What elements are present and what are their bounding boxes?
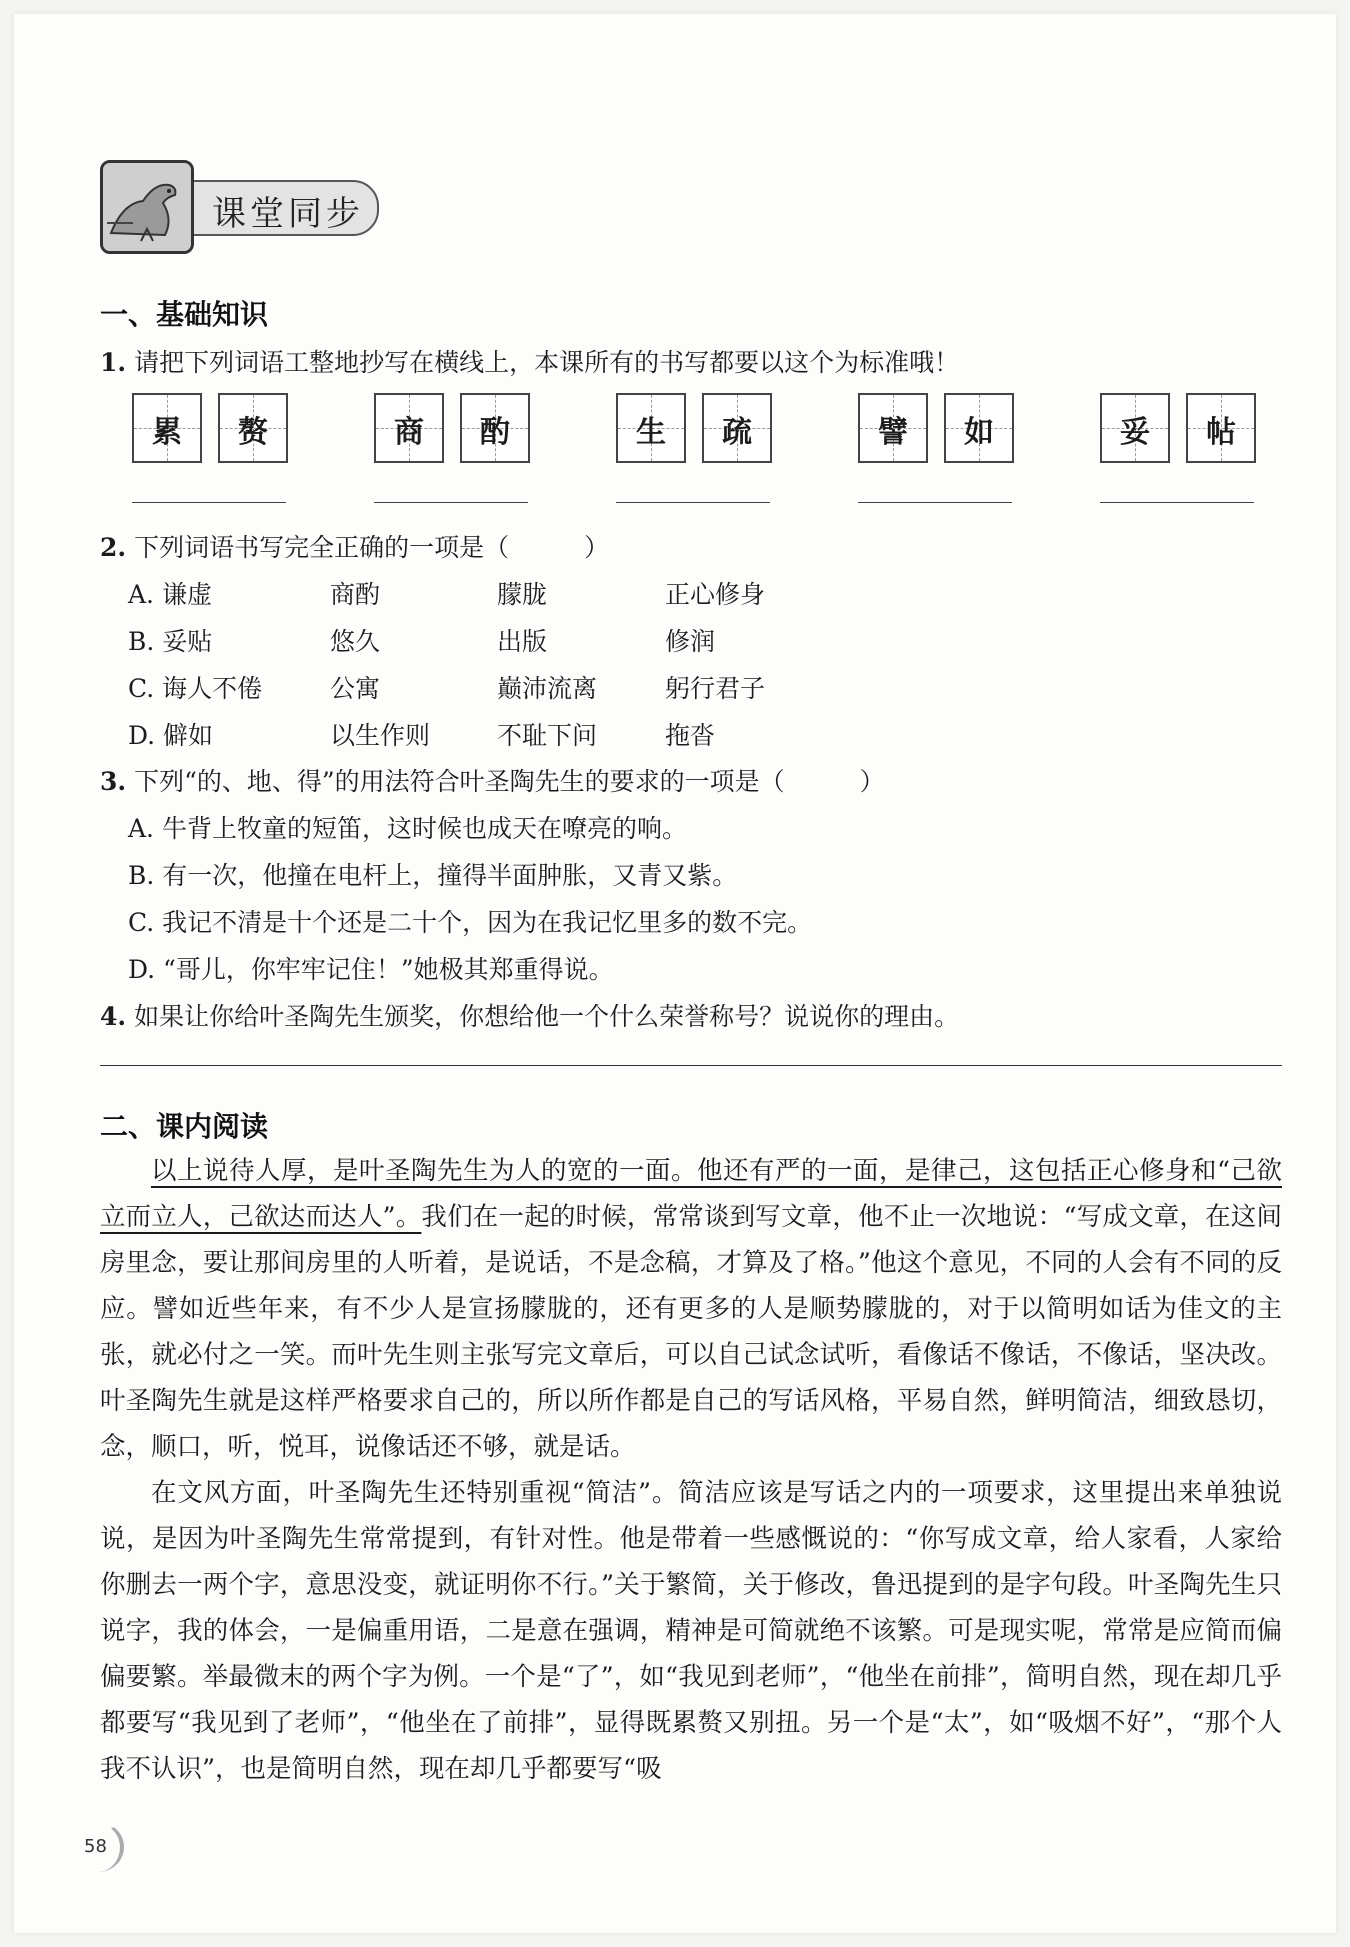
q2-option-d-word4: 拖沓 [665, 721, 716, 750]
copy-char-box: 如 [944, 393, 1014, 463]
section2-heading: 二、课内阅读 [100, 1110, 269, 1143]
q2-option-b-word2: 悠久 [330, 627, 381, 656]
q3-option-b[interactable]: B. 有一次，他撞在电杆上，撞得半面肿胀，又青又紫。 [128, 861, 738, 890]
copy-blank-line[interactable] [616, 502, 770, 503]
copy-char-box: 帖 [1186, 393, 1256, 463]
q2-option-a-word4: 正心修身 [665, 580, 766, 609]
q2 [100, 528, 609, 564]
q2-option-d-word3: 不耻下问 [497, 721, 598, 750]
q2-option-b-word1[interactable]: B. 妥贴 [128, 627, 213, 656]
copy-char-box: 商 [374, 393, 444, 463]
underlined-sentence: 以上说待人厚，是叶圣陶先生为人的宽的一面。他还有严的一面，是律己，这包括正心修身和“己欲立而立人，己欲达而达人”。 [100, 1156, 1282, 1232]
copy-char-box: 累 [132, 393, 202, 463]
q4-text: 如果让你给叶圣陶先生颁奖，你想给他一个什么荣誉称号？说说你的理由。 [134, 1002, 960, 1031]
q4 [100, 997, 959, 1033]
q3-text: 下列“的、地、得”的用法符合叶圣陶先生的要求的一项是（ ） [134, 767, 885, 796]
copy-blank-line[interactable] [1100, 502, 1254, 503]
q4-number: 4. [100, 1002, 127, 1031]
q2-option-c-word1[interactable]: C. 诲人不倦 [128, 674, 263, 703]
copy-char-box: 妥 [1100, 393, 1170, 463]
q3-number: 3. [100, 767, 127, 796]
q4-answer-line[interactable] [100, 1065, 1282, 1066]
section-banner [100, 160, 380, 250]
copy-blank-line[interactable] [858, 502, 1012, 503]
copy-char-box: 譬 [858, 393, 928, 463]
q2-option-a-word1[interactable]: A. 谦虚 [128, 580, 212, 609]
q3-option-a[interactable]: A. 牛背上牧童的短笛，这时候也成天在嘹亮的响。 [128, 814, 687, 843]
q2-option-b-word3: 出版 [497, 627, 548, 656]
q2-option-c-word2: 公寓 [330, 674, 381, 703]
q2-option-d-word2: 以生作则 [330, 721, 431, 750]
passage-paragraph-1 [100, 1148, 1282, 1470]
q2-number: 2. [100, 533, 127, 562]
dinosaur-icon [100, 160, 194, 254]
page-number [72, 1822, 124, 1874]
copy-char-box: 赘 [218, 393, 288, 463]
q1-text: 请把下列词语工整地抄写在横线上，本课所有的书写都要以这个为标准哦！ [134, 348, 960, 377]
q1-number: 1. [100, 348, 127, 377]
q2-option-b-word4: 修润 [665, 627, 716, 656]
q2-option-c-word3: 巅沛流离 [497, 674, 598, 703]
page-number-text: 58 [84, 1836, 107, 1857]
q2-option-a-word3: 朦胧 [497, 580, 548, 609]
q3-option-c[interactable]: C. 我记不清是十个还是二十个，因为在我记忆里多的数不完。 [128, 908, 813, 937]
reading-passage [100, 1148, 1282, 1792]
section1-heading: 一、基础知识 [100, 298, 269, 331]
q3-option-d[interactable]: D. “哥儿，你牢牢记住！”她极其郑重得说。 [128, 955, 614, 984]
copy-blank-line[interactable] [132, 502, 286, 503]
copy-char-box: 生 [616, 393, 686, 463]
copy-char-box: 疏 [702, 393, 772, 463]
q1 [100, 343, 959, 379]
banner-title: 课堂同步 [212, 194, 364, 234]
q2-text: 下列词语书写完全正确的一项是（ ） [134, 533, 610, 562]
q2-option-c-word4: 躬行君子 [665, 674, 766, 703]
copy-char-box: 酌 [460, 393, 530, 463]
q3 [100, 762, 885, 798]
q2-option-d-word1[interactable]: D. 僻如 [128, 721, 214, 750]
q2-option-a-word2: 商酌 [330, 580, 381, 609]
paragraph-1-rest: 我们在一起的时候，常常谈到写文章，他不止一次地说：“写成文章，在这间房里念，要让那间房里的人听着，是说话，不是念稿，才算及了格。”他这个意见，不同的人会有不同的反应。譬如近些年来，有不少人是宣扬朦胧的，还有更多的人是顺势朦胧的，对于以简明如话为佳文的主张，就必付之一笑。而叶先生则主张写完文章后，可以自己试念试听，看像话不像话，不像话，坚决改。叶圣陶先生就是这样严格要求自己的，所以所作都是自己的写话风格，平易自然，鲜明简洁，细致恳切，念，顺口，听，悦耳，说像话还不够，就是话。 [100, 1202, 1282, 1462]
passage-paragraph-2: 在文风方面，叶圣陶先生还特别重视“简洁”。简洁应该是写话之内的一项要求，这里提出来单独说说，是因为叶圣陶先生常常提到，有针对性。他是带着一些感慨说的：“你写成文章，给人家看，人家给你删去一两个字，意思没变，就证明你不行。”关于繁简，关于修改，鲁迅提到的是字句段。叶圣陶先生只说字，我的体会，一是偏重用语，二是意在强调，精神是可简就绝不该繁。可是现实呢，常常是应简而偏偏要繁。举最微末的两个字为例。一个是“了”，如“我见到老师”，“他坐在前排”，简明自然，现在却几乎都要写“我见到了老师”，“他坐在了前排”，显得既累赘又别扭。另一个是“太”，如“吸烟不好”，“那个人我不认识”，也是简明自然，现在却几乎都要写“吸 [100, 1478, 1282, 1784]
copy-blank-line[interactable] [374, 502, 528, 503]
